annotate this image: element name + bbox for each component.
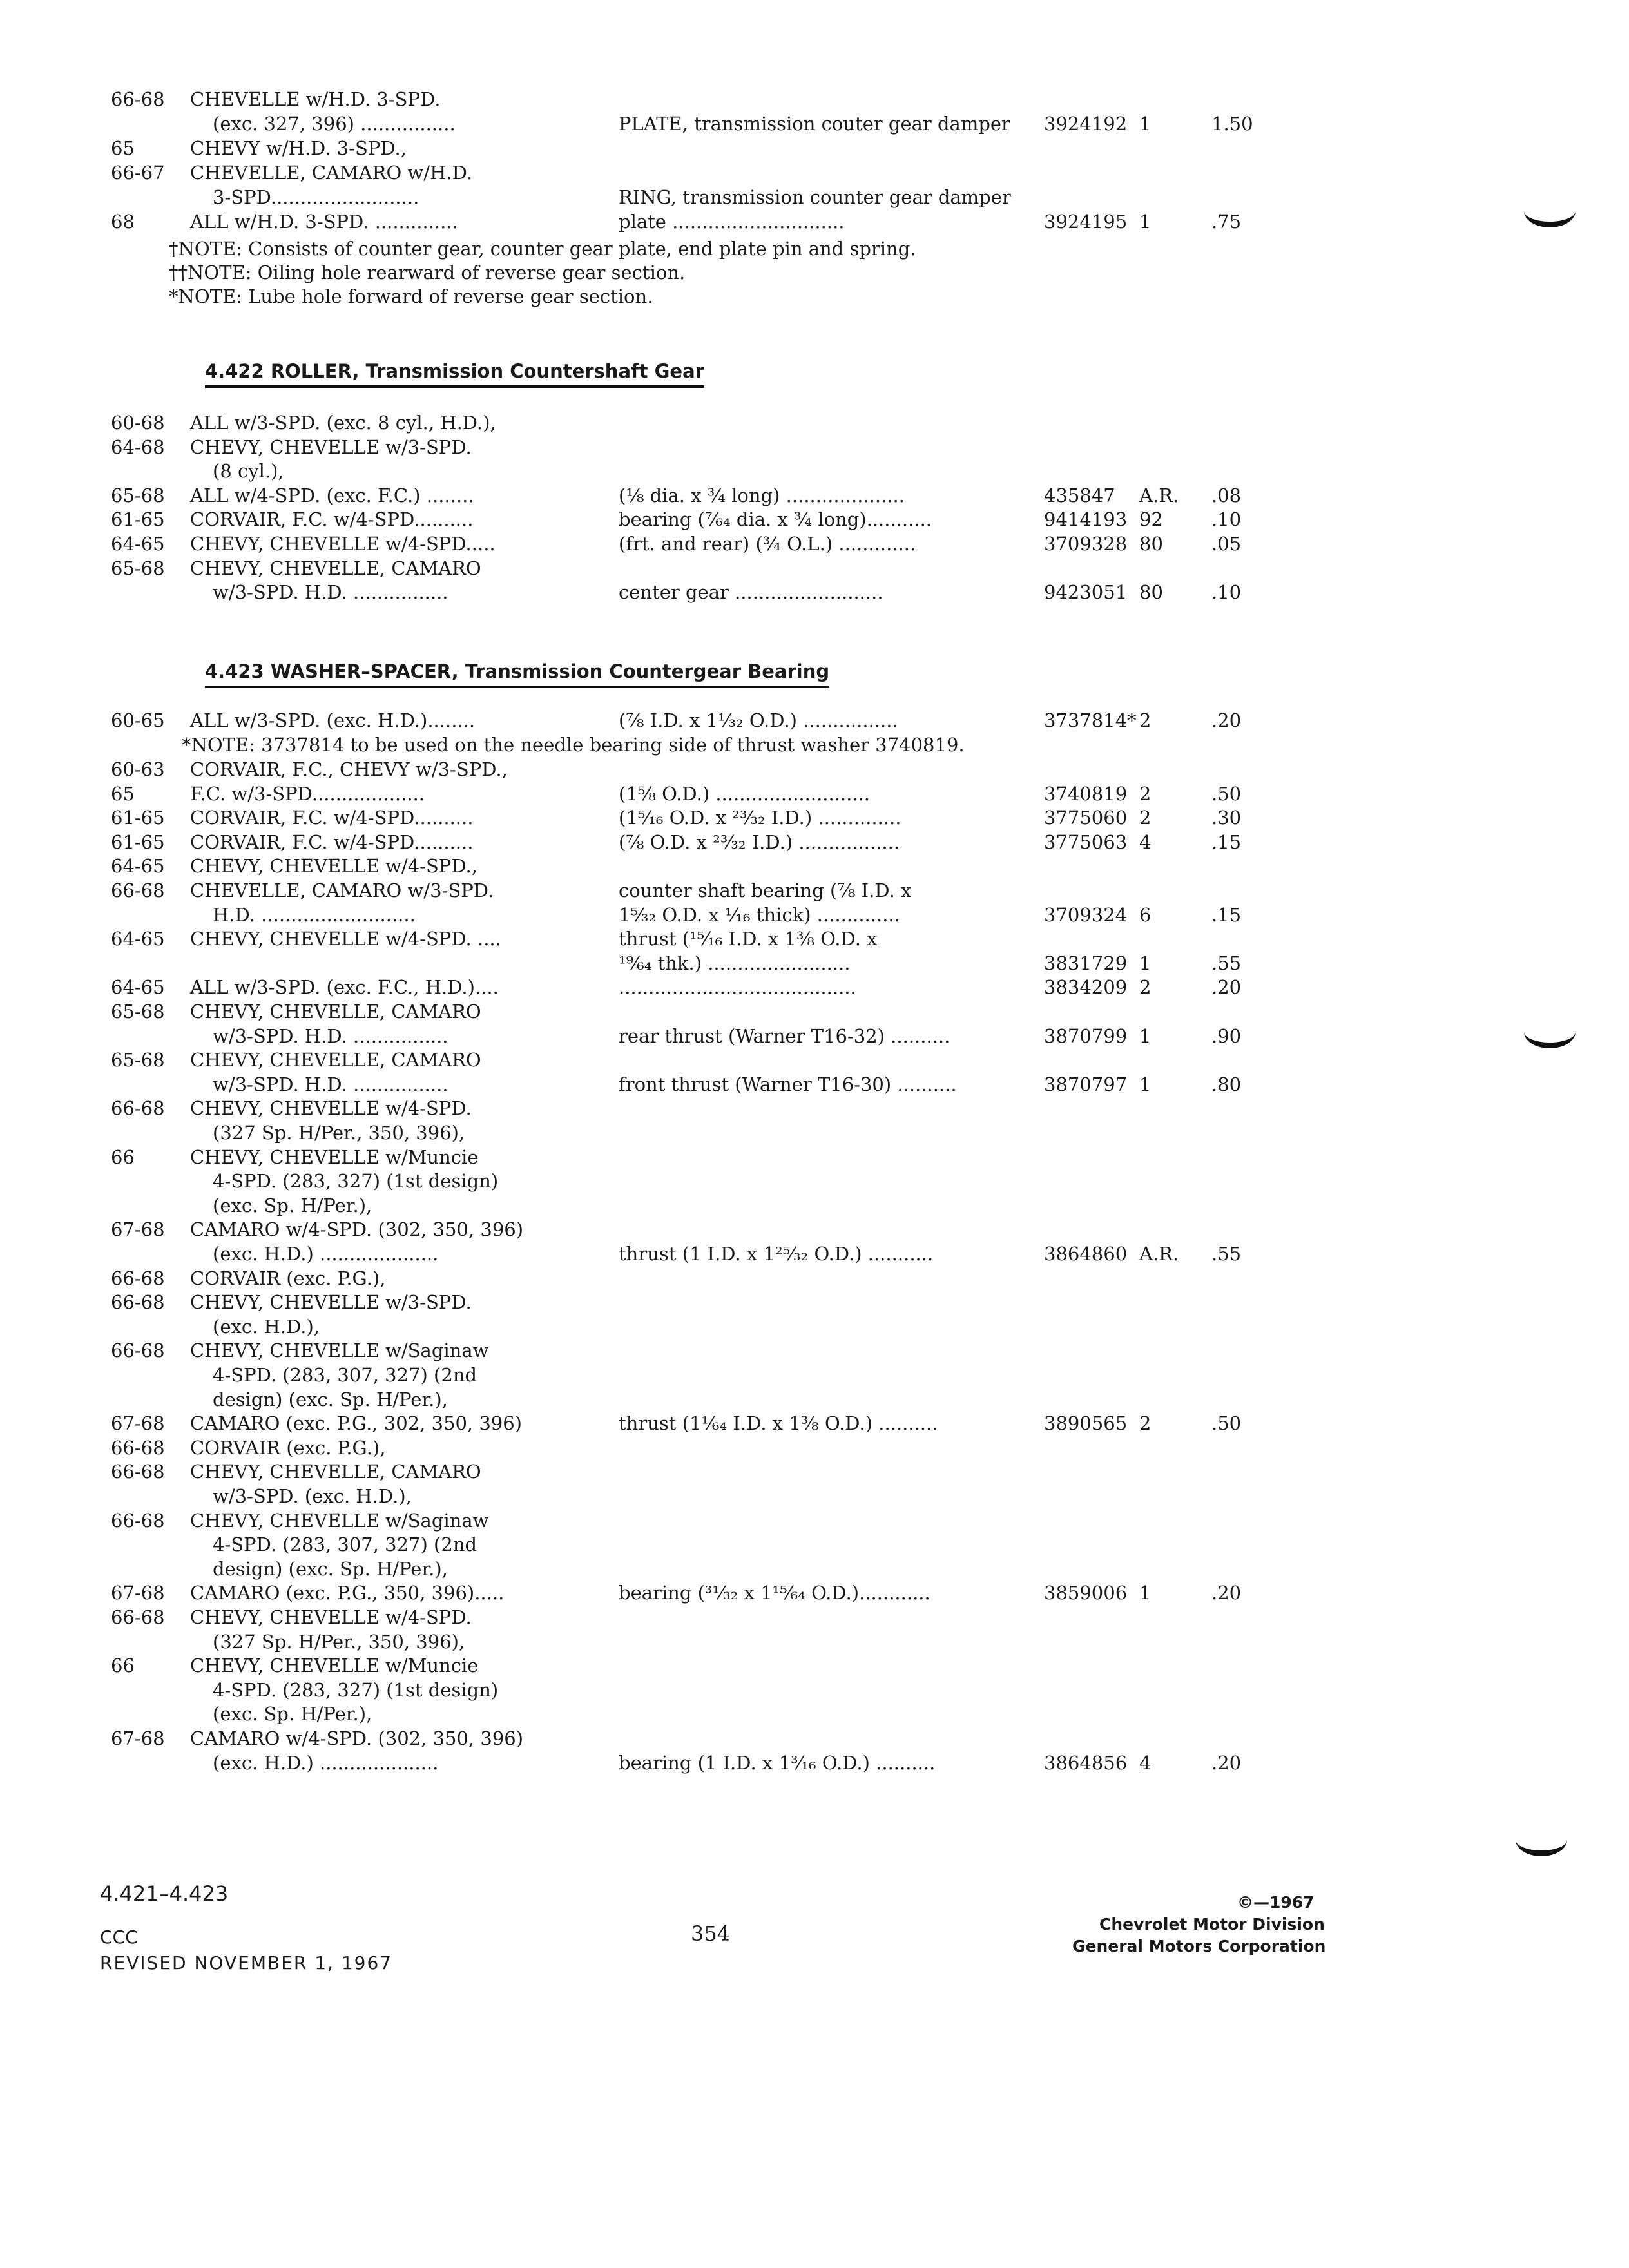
table-row (0, 974, 1629, 1000)
model-years-cell: 65 (111, 782, 135, 805)
part-number-cell: 3864856 (1044, 1751, 1128, 1774)
table-row (0, 86, 1629, 112)
description-cell: center gear ......................... (619, 581, 883, 604)
model-years-cell: 66-67 (111, 162, 165, 184)
part-number-cell: 3740819 (1044, 782, 1128, 805)
model-years-cell: 64-65 (111, 928, 165, 950)
table-row (0, 1362, 1629, 1388)
application-cell: ALL w/4-SPD. (exc. F.C.) ........ (190, 484, 474, 506)
model-years-cell: 66-68 (111, 1097, 165, 1120)
price-cell: .08 (1211, 484, 1242, 506)
quantity-cell: 2 (1139, 782, 1152, 805)
application-cell: CHEVY, CHEVELLE w/Muncie (190, 1655, 479, 1677)
application-cell: CHEVY, CHEVELLE w/4-SPD..... (190, 533, 496, 555)
application-cell: ALL w/3-SPD. (exc. F.C., H.D.).... (190, 976, 499, 999)
application-cell: CHEVY, CHEVELLE, CAMARO (190, 1049, 481, 1072)
quantity-cell: 6 (1139, 903, 1152, 926)
description-cell: 1⁵⁄₃₂ O.D. x ¹⁄₁₆ thick) .............. (619, 903, 900, 926)
price-cell: .55 (1211, 952, 1242, 974)
model-years-cell: 66-68 (111, 1291, 165, 1314)
quantity-cell: 1 (1139, 1582, 1152, 1604)
table-row (0, 1168, 1629, 1194)
application-cell: (exc. Sp. H/Per.), (213, 1703, 372, 1725)
part-number-cell: 3890565 (1044, 1412, 1128, 1435)
table-row (0, 160, 1629, 186)
price-cell: .20 (1211, 976, 1242, 999)
application-cell: CHEVELLE w/H.D. 3-SPD. (190, 88, 441, 110)
table-row (0, 209, 1629, 235)
table-row (0, 1241, 1629, 1267)
description-cell: (1⁵⁄₁₆ O.D. x ²³⁄₃₂ I.D.) .............. (619, 807, 901, 829)
quantity-cell: A.R. (1139, 1243, 1179, 1265)
table-row (0, 1556, 1629, 1582)
application-cell: CHEVY, CHEVELLE, CAMARO (190, 557, 481, 579)
part-number-cell: 3737814* (1044, 709, 1137, 731)
application-cell: (exc. Sp. H/Per.), (213, 1194, 372, 1216)
page-number: 354 (691, 1921, 731, 1946)
section-heading-4-423: 4.423 WASHER–SPACER, Transmission Countergear Bearing (205, 658, 829, 688)
description-cell: (⅞ O.D. x ²³⁄₃₂ I.D.) ................. (619, 831, 900, 853)
quantity-cell: 92 (1139, 508, 1163, 531)
application-cell: CHEVY, CHEVELLE w/4-SPD., (190, 855, 477, 878)
table-row (0, 555, 1629, 581)
part-number-cell: 3870799 (1044, 1024, 1128, 1047)
price-cell: .90 (1211, 1024, 1242, 1047)
table-row (0, 878, 1629, 903)
price-cell: .10 (1211, 581, 1242, 604)
quantity-cell: 2 (1139, 1412, 1152, 1435)
table-row (0, 1072, 1629, 1097)
table-row (0, 506, 1629, 532)
price-cell: .20 (1211, 1582, 1242, 1604)
price-cell: .15 (1211, 903, 1242, 926)
table-row (0, 756, 1629, 782)
model-years-cell: 67-68 (111, 1412, 165, 1435)
application-cell: CHEVY w/H.D. 3-SPD., (190, 137, 407, 159)
description-cell: thrust (1 I.D. x 1²⁵⁄₃₂ O.D.) ........... (619, 1243, 934, 1265)
model-years-cell: 60-65 (111, 709, 165, 731)
table-row (0, 1653, 1629, 1678)
model-years-cell: 65-68 (111, 484, 165, 506)
quantity-cell: 80 (1139, 581, 1163, 604)
quantity-cell: 1 (1139, 113, 1152, 135)
model-years-cell: 66-68 (111, 88, 165, 110)
table-row (0, 707, 1629, 733)
table-row (0, 1701, 1629, 1727)
description-cell: bearing (³¹⁄₃₂ x 1¹⁵⁄₆₄ O.D.)............ (619, 1582, 930, 1604)
description-cell: bearing (1 I.D. x 1³⁄₁₆ O.D.) .......... (619, 1751, 936, 1774)
quantity-cell: 80 (1139, 533, 1163, 555)
application-cell: ALL w/3-SPD. (exc. H.D.)........ (190, 709, 476, 731)
description-cell: (frt. and rear) (¾ O.L.) ............. (619, 533, 916, 555)
table-row (0, 805, 1629, 831)
part-number-cell: 3924192 (1044, 113, 1128, 135)
model-years-cell: 61-65 (111, 831, 165, 853)
application-cell: CHEVY, CHEVELLE w/3-SPD. (190, 436, 472, 458)
description-cell: ¹⁹⁄₆₄ thk.) ........................ (619, 952, 851, 974)
quantity-cell: A.R. (1139, 484, 1179, 506)
model-years-cell: 68 (111, 211, 135, 233)
application-cell: 3-SPD......................... (213, 186, 419, 208)
model-years-cell: 66-68 (111, 879, 165, 901)
table-row (0, 135, 1629, 161)
catalog-code: CCC (100, 1927, 138, 1948)
application-cell: CORVAIR, F.C. w/4-SPD.......... (190, 807, 474, 829)
table-row (0, 1216, 1629, 1242)
binder-mark (1516, 1840, 1567, 1856)
part-number-cell: 3709324 (1044, 903, 1128, 926)
application-cell: CHEVY, CHEVELLE, CAMARO (190, 1001, 481, 1023)
application-cell: (327 Sp. H/Per., 350, 396), (213, 1630, 465, 1653)
note-line: *NOTE: Lube hole forward of reverse gear section. (169, 285, 653, 307)
application-cell: (exc. H.D.), (213, 1315, 320, 1338)
application-cell: (exc. H.D.) .................... (213, 1243, 439, 1265)
quantity-cell: 1 (1139, 211, 1152, 233)
application-cell: CHEVY, CHEVELLE w/Saginaw (190, 1340, 489, 1362)
table-row (0, 950, 1629, 976)
quantity-cell: 2 (1139, 976, 1152, 999)
table-row (0, 1047, 1629, 1073)
application-cell: (327 Sp. H/Per., 350, 396), (213, 1122, 465, 1144)
model-years-cell: 66 (111, 1146, 135, 1168)
price-cell: 1.50 (1211, 113, 1253, 135)
price-cell: .80 (1211, 1073, 1242, 1095)
part-number-cell: 9423051 (1044, 581, 1128, 604)
model-years-cell: 61-65 (111, 508, 165, 531)
part-number-cell: 3709328 (1044, 533, 1128, 555)
table-row (0, 1387, 1629, 1412)
description-cell: bearing (⁷⁄₆₄ dia. x ¾ long)........... (619, 508, 932, 531)
table-row (0, 1750, 1629, 1776)
application-cell: w/3-SPD. H.D. ................ (213, 1024, 448, 1047)
copyright: ©—1967 (1237, 1893, 1315, 1912)
application-cell: w/3-SPD. (exc. H.D.), (213, 1485, 412, 1507)
model-years-cell: 64-65 (111, 855, 165, 878)
description-cell: thrust (1¹⁄₆₄ I.D. x 1⅜ O.D.) .......... (619, 1412, 938, 1435)
table-row (0, 1144, 1629, 1170)
section-range: 4.421–4.423 (100, 1881, 229, 1906)
table-row (0, 1677, 1629, 1703)
table-row (0, 1459, 1629, 1485)
application-cell: CORVAIR, F.C., CHEVY w/3-SPD., (190, 758, 508, 780)
quantity-cell: 4 (1139, 1751, 1152, 1774)
application-cell: CHEVY, CHEVELLE w/Muncie (190, 1146, 479, 1168)
application-cell: (exc. 327, 396) ................ (213, 113, 456, 135)
application-cell: F.C. w/3-SPD................... (190, 782, 425, 805)
table-row (0, 1532, 1629, 1557)
application-cell: 4-SPD. (283, 327) (1st design) (213, 1170, 499, 1193)
part-number-cell: 3775063 (1044, 831, 1128, 853)
application-cell: (8 cyl.), (213, 460, 284, 483)
table-row (0, 1725, 1629, 1751)
description-cell: rear thrust (Warner T16-32) .......... (619, 1024, 950, 1047)
part-number-cell: 3834209 (1044, 976, 1128, 999)
application-cell: CHEVY, CHEVELLE, CAMARO (190, 1461, 481, 1483)
table-row (0, 1580, 1629, 1606)
application-cell: 4-SPD. (283, 327) (1st design) (213, 1678, 499, 1701)
application-cell: CHEVY, CHEVELLE w/4-SPD. (190, 1097, 472, 1120)
binder-mark (1524, 1032, 1576, 1048)
application-cell: ALL w/H.D. 3-SPD. .............. (190, 211, 458, 233)
model-years-cell: 64-65 (111, 976, 165, 999)
table-row (0, 1508, 1629, 1533)
application-cell: CHEVELLE, CAMARO w/3-SPD. (190, 879, 494, 901)
application-cell: design) (exc. Sp. H/Per.), (213, 1557, 448, 1580)
application-cell: 4-SPD. (283, 307, 327) (2nd (213, 1533, 477, 1556)
model-years-cell: 66-68 (111, 1606, 165, 1628)
application-cell: design) (exc. Sp. H/Per.), (213, 1388, 448, 1410)
note-4-423: *NOTE: 3737814 to be used on the needle bearing side of thrust washer 3740819. (182, 734, 965, 756)
part-number-cell: 9414193 (1044, 508, 1128, 531)
part-number-cell: 435847 (1044, 484, 1115, 506)
part-number-cell: 3924195 (1044, 211, 1128, 233)
model-years-cell: 66-68 (111, 1461, 165, 1483)
application-cell: CHEVY, CHEVELLE w/Saginaw (190, 1509, 489, 1532)
table-row (0, 1435, 1629, 1461)
table-row (0, 926, 1629, 952)
table-row (0, 1289, 1629, 1315)
binder-mark (1524, 211, 1576, 227)
model-years-cell: 67-68 (111, 1727, 165, 1749)
quantity-cell: 1 (1139, 952, 1152, 974)
model-years-cell: 67-68 (111, 1218, 165, 1241)
table-row (0, 458, 1629, 484)
application-cell: w/3-SPD. H.D. ................ (213, 1073, 448, 1095)
model-years-cell: 65-68 (111, 1001, 165, 1023)
table-row (0, 853, 1629, 879)
application-cell: CHEVY, CHEVELLE w/4-SPD. (190, 1606, 472, 1628)
model-years-cell: 61-65 (111, 807, 165, 829)
description-cell: ........................................ (619, 976, 856, 999)
application-cell: CAMARO w/4-SPD. (302, 350, 396) (190, 1218, 524, 1241)
part-number-cell: 3831729 (1044, 952, 1128, 974)
table-row (0, 781, 1629, 807)
description-cell: (⅛ dia. x ¾ long) .................... (619, 484, 905, 506)
application-cell: CHEVELLE, CAMARO w/H.D. (190, 162, 473, 184)
price-cell: .05 (1211, 533, 1242, 555)
model-years-cell: 64-68 (111, 436, 165, 458)
quantity-cell: 1 (1139, 1024, 1152, 1047)
table-row (0, 531, 1629, 557)
table-row (0, 1095, 1629, 1121)
revised-date: REVISED NOVEMBER 1, 1967 (100, 1952, 393, 1974)
description-cell: (1⅝ O.D.) .......................... (619, 782, 871, 805)
price-cell: .50 (1211, 782, 1242, 805)
application-cell: ALL w/3-SPD. (exc. 8 cyl., H.D.), (190, 412, 496, 434)
section-heading-4-422: 4.422 ROLLER, Transmission Countershaft Gear (205, 358, 704, 388)
model-years-cell: 60-63 (111, 758, 165, 780)
model-years-cell: 64-65 (111, 533, 165, 555)
model-years-cell: 67-68 (111, 1582, 165, 1604)
application-cell: CAMARO (exc. P.G., 302, 350, 396) (190, 1412, 522, 1435)
corporation-name: General Motors Corporation (1072, 1937, 1326, 1956)
model-years-cell: 65-68 (111, 1049, 165, 1072)
application-cell: CHEVY, CHEVELLE w/4-SPD. .... (190, 928, 501, 950)
table-row (0, 902, 1629, 928)
table-row (0, 1338, 1629, 1363)
application-cell: H.D. .......................... (213, 903, 416, 926)
table-row (0, 1604, 1629, 1630)
application-cell: (exc. H.D.) .................... (213, 1751, 439, 1774)
model-years-cell: 60-68 (111, 412, 165, 434)
price-cell: .30 (1211, 807, 1242, 829)
description-cell: plate ............................. (619, 211, 845, 233)
description-cell: (⅞ I.D. x 1¹⁄₃₂ O.D.) ................ (619, 709, 898, 731)
application-cell: CORVAIR (exc. P.G.), (190, 1436, 386, 1459)
price-cell: .15 (1211, 831, 1242, 853)
price-cell: .20 (1211, 1751, 1242, 1774)
table-row (0, 1023, 1629, 1049)
application-cell: CORVAIR (exc. P.G.), (190, 1267, 386, 1289)
application-cell: CAMARO (exc. P.G., 350, 396)..... (190, 1582, 505, 1604)
application-cell: 4-SPD. (283, 307, 327) (2nd (213, 1364, 477, 1386)
application-cell: w/3-SPD. H.D. ................ (213, 581, 448, 604)
application-cell: CORVAIR, F.C. w/4-SPD.......... (190, 831, 474, 853)
price-cell: .50 (1211, 1412, 1242, 1435)
table-row (0, 184, 1629, 210)
quantity-cell: 2 (1139, 807, 1152, 829)
table-row (0, 1120, 1629, 1146)
division-name: Chevrolet Motor Division (1099, 1915, 1325, 1934)
description-cell: thrust (¹⁵⁄₁₆ I.D. x 1⅜ O.D. x (619, 928, 878, 950)
application-cell: CORVAIR, F.C. w/4-SPD.......... (190, 508, 474, 531)
table-row (0, 829, 1629, 855)
note-line: †NOTE: Consists of counter gear, counter gear plate, end plate pin and spring. (169, 238, 916, 260)
quantity-cell: 1 (1139, 1073, 1152, 1095)
table-row (0, 1629, 1629, 1655)
description-cell: counter shaft bearing (⅞ I.D. x (619, 879, 912, 901)
price-cell: .10 (1211, 508, 1242, 531)
table-row (0, 999, 1629, 1024)
description-cell: front thrust (Warner T16-30) .......... (619, 1073, 957, 1095)
table-row (0, 1314, 1629, 1340)
table-row (0, 434, 1629, 460)
price-cell: .75 (1211, 211, 1242, 233)
part-number-cell: 3775060 (1044, 807, 1128, 829)
table-row (0, 410, 1629, 436)
model-years-cell: 65-68 (111, 557, 165, 579)
note-line: ††NOTE: Oiling hole rearward of reverse gear section. (169, 262, 686, 284)
application-cell: CAMARO w/4-SPD. (302, 350, 396) (190, 1727, 524, 1749)
price-cell: .20 (1211, 709, 1242, 731)
application-cell: CHEVY, CHEVELLE w/3-SPD. (190, 1291, 472, 1314)
part-number-cell: 3870797 (1044, 1073, 1128, 1095)
part-number-cell: 3864860 (1044, 1243, 1128, 1265)
model-years-cell: 66 (111, 1655, 135, 1677)
model-years-cell: 65 (111, 137, 135, 159)
model-years-cell: 66-68 (111, 1340, 165, 1362)
description-cell: RING, transmission counter gear damper (619, 186, 1011, 208)
table-row (0, 1193, 1629, 1218)
model-years-cell: 66-68 (111, 1509, 165, 1532)
quantity-cell: 2 (1139, 709, 1152, 731)
table-row (0, 1410, 1629, 1436)
table-row (0, 483, 1629, 508)
quantity-cell: 4 (1139, 831, 1152, 853)
table-row (0, 1483, 1629, 1509)
part-number-cell: 3859006 (1044, 1582, 1128, 1604)
table-row (0, 579, 1629, 605)
price-cell: .55 (1211, 1243, 1242, 1265)
table-row (0, 1265, 1629, 1291)
description-cell: PLATE, transmission couter gear damper (619, 113, 1010, 135)
model-years-cell: 66-68 (111, 1436, 165, 1459)
model-years-cell: 66-68 (111, 1267, 165, 1289)
table-row (0, 111, 1629, 137)
